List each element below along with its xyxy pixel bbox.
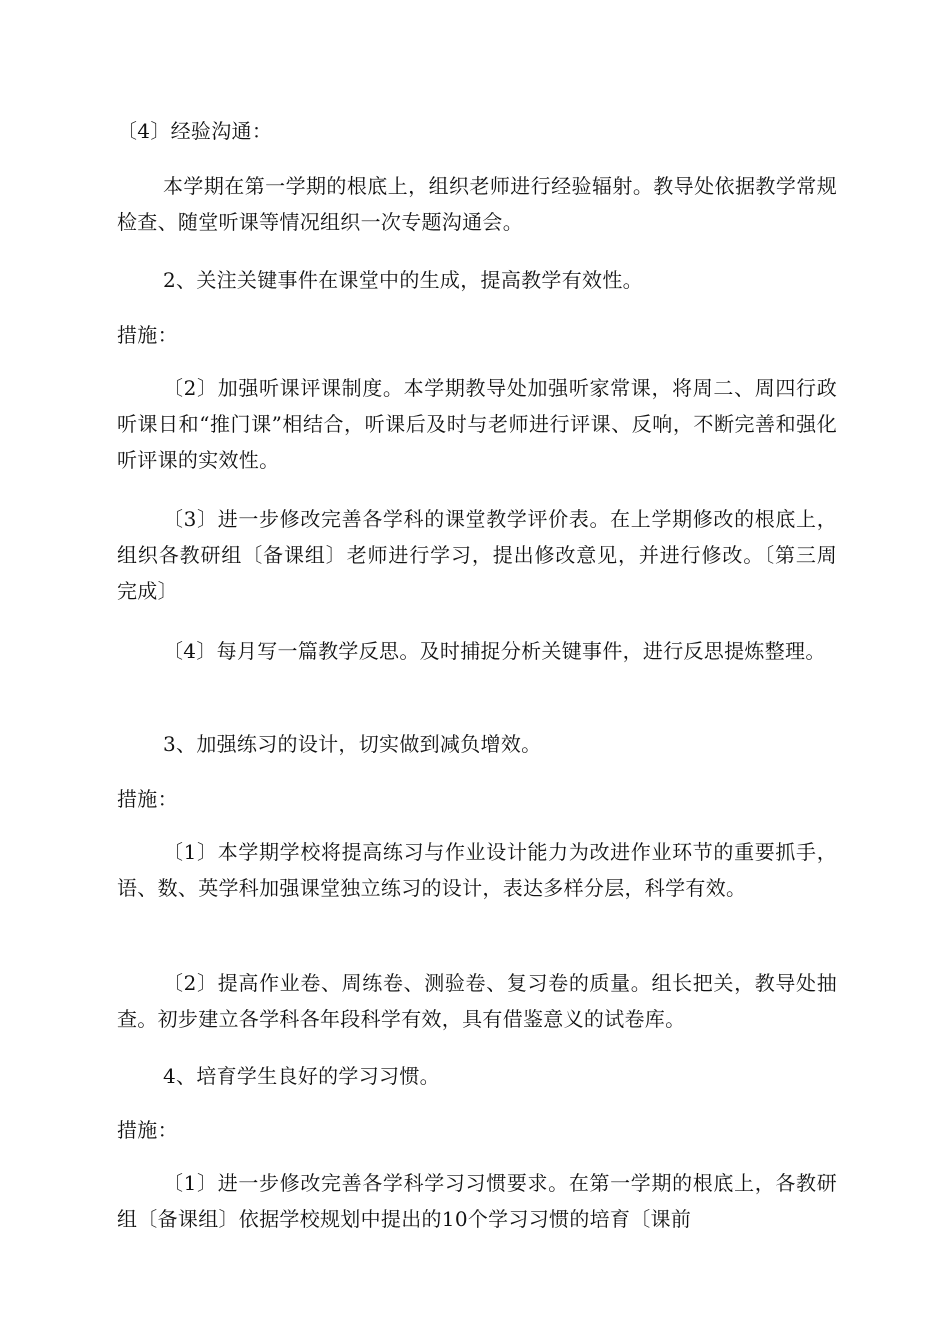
- item-2-heading: 2、关注关键事件在课堂中的生成，提高教学有效性。: [163, 268, 643, 292]
- paragraph-exercise-design: 〔1〕本学期学校将提高练习与作业设计能力为改进作业环节的重要抓手，语、数、英学科加强课堂独立练习的设计，表达多样分层，科学有效。: [117, 840, 837, 900]
- paragraph-study-habits: 〔1〕进一步修改完善各学科学习习惯要求。在第一学期的根底上，各教研组〔备课组〕依据学校规划中提出的10个学习习惯的培育〔课前: [117, 1171, 837, 1231]
- paragraph-lesson-evaluation: 〔2〕加强听课评课制度。本学期教导处加强听家常课，将周二、周四行政听课日和“推门课”相结合，听课后及时与老师进行评课、反响，不断完善和强化听评课的实效性。: [117, 376, 837, 472]
- measures-label: 措施：: [117, 323, 178, 347]
- paragraph-evaluation-form: 〔3〕进一步修改完善各学科的课堂教学评价表。在上学期修改的根底上，组织各教研组〔备课组〕老师进行学习，提出修改意见，并进行修改。〔第三周完成〕: [117, 507, 837, 603]
- paragraph-paper-quality: 〔2〕提高作业卷、周练卷、测验卷、复习卷的质量。组长把关，教导处抽查。初步建立各学科各年段科学有效，具有借鉴意义的试卷库。: [117, 971, 837, 1031]
- paragraph-teaching-reflection: 〔4〕每月写一篇教学反思。及时捕捉分析关键事件，进行反思提炼整理。: [163, 639, 826, 663]
- item-3-heading: 3、加强练习的设计，切实做到减负增效。: [163, 732, 542, 756]
- measures-label: 措施：: [117, 787, 178, 811]
- heading-experience-exchange: 〔4〕经验沟通：: [117, 119, 273, 143]
- measures-label: 措施：: [117, 1118, 178, 1142]
- item-4-heading: 4、培育学生良好的学习习惯。: [163, 1064, 440, 1088]
- paragraph-experience-exchange: 本学期在第一学期的根底上，组织老师进行经验辐射。教导处依据教学常规检查、随堂听课等情况组织一次专题沟通会。: [117, 174, 837, 234]
